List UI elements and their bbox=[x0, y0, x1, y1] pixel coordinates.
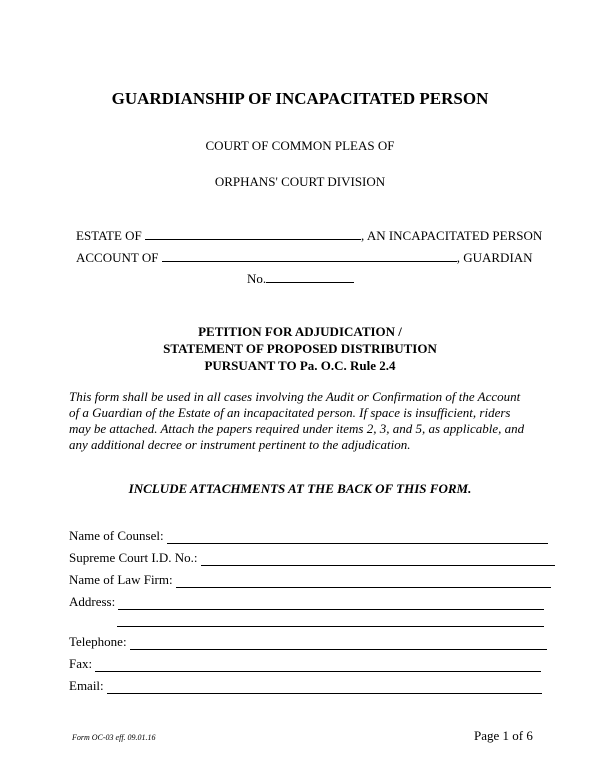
address-field-line-2[interactable] bbox=[117, 626, 544, 627]
email-field[interactable] bbox=[107, 681, 542, 694]
page-number: Page 1 of 6 bbox=[474, 728, 533, 743]
page-title: GUARDIANSHIP OF INCAPACITATED PERSON bbox=[111, 89, 489, 108]
supreme-court-id-row bbox=[69, 550, 555, 566]
form-id: Form OC-03 eff. 09.01.16 bbox=[72, 733, 156, 742]
instructions-paragraph: This form shall be used in all cases involving the Audit or Confirmation of the Account of a Guardian of the Estate of an incapacitated person. If space is insufficient, riders may be attached. Attach the papers required under items 2, 3, and 5, as applicable, and any additional decree or instrument pertinent to the adjudication. bbox=[69, 389, 525, 452]
fax-label: Fax: bbox=[69, 656, 93, 671]
account-suffix: , GUARDIAN bbox=[456, 250, 533, 265]
counsel-row bbox=[69, 528, 548, 544]
supreme-court-id-field[interactable] bbox=[201, 553, 555, 566]
petition-heading bbox=[0, 323, 600, 374]
telephone-row bbox=[69, 634, 547, 650]
law-firm-row bbox=[69, 572, 551, 588]
telephone-label: Telephone: bbox=[69, 634, 127, 649]
court-division: ORPHANS' COURT DIVISION bbox=[214, 174, 386, 189]
account-label: ACCOUNT OF bbox=[76, 250, 159, 265]
petition-heading-line: STATEMENT OF PROPOSED DISTRIBUTION bbox=[163, 341, 437, 356]
email-label: Email: bbox=[69, 678, 104, 693]
fax-row bbox=[69, 656, 541, 672]
estate-label: ESTATE OF bbox=[76, 228, 142, 243]
petition-heading-line: PURSUANT TO Pa. O.C. Rule 2.4 bbox=[204, 358, 396, 373]
telephone-field[interactable] bbox=[130, 637, 547, 650]
number-field[interactable] bbox=[266, 270, 354, 283]
number-row bbox=[247, 270, 354, 287]
law-firm-field[interactable] bbox=[176, 575, 551, 588]
counsel-field[interactable] bbox=[167, 531, 548, 544]
fax-field[interactable] bbox=[95, 659, 541, 672]
estate-suffix: , AN INCAPACITATED PERSON bbox=[361, 228, 543, 243]
address-label: Address: bbox=[69, 594, 116, 609]
include-attachments-notice: INCLUDE ATTACHMENTS AT THE BACK OF THIS FORM. bbox=[128, 481, 472, 496]
estate-row bbox=[76, 227, 542, 244]
supreme-court-id-label: Supreme Court I.D. No.: bbox=[69, 550, 198, 565]
number-label: No. bbox=[247, 271, 267, 286]
address-field[interactable] bbox=[118, 597, 544, 610]
law-firm-label: Name of Law Firm: bbox=[69, 572, 173, 587]
court-name: COURT OF COMMON PLEAS OF bbox=[205, 138, 395, 153]
email-row bbox=[69, 678, 542, 694]
counsel-label: Name of Counsel: bbox=[69, 528, 164, 543]
account-name-field[interactable] bbox=[162, 249, 457, 262]
estate-name-field[interactable] bbox=[145, 227, 361, 240]
petition-heading-line: PETITION FOR ADJUDICATION / bbox=[198, 324, 402, 339]
address-row bbox=[69, 594, 544, 610]
account-row bbox=[76, 249, 533, 266]
